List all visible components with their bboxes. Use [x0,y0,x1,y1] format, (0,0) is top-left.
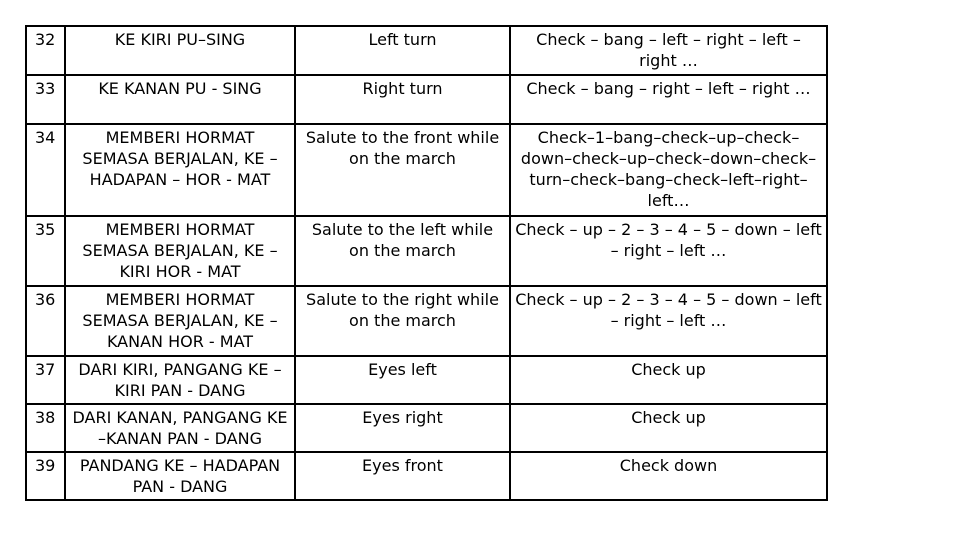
malay-command: MEMBERI HORMAT SEMASA BERJALAN, KE – KIRI HOR - MAT [65,216,295,286]
malay-command: MEMBERI HORMAT SEMASA BERJALAN, KE – HADAPAN – HOR - MAT [65,124,295,216]
row-number: 38 [26,404,65,452]
timing-call: Check – bang – right – left – right … [510,75,827,124]
timing-call: Check – up – 2 – 3 – 4 – 5 – down – left – right – left … [510,216,827,286]
table-row [26,26,827,75]
malay-command: KE KANAN PU - SING [65,75,295,124]
english-command: Left turn [295,26,510,75]
timing-call: Check – up – 2 – 3 – 4 – 5 – down – left – right – left … [510,286,827,356]
row-number: 32 [26,26,65,75]
english-command: Eyes front [295,452,510,500]
table-row [26,452,827,500]
row-number: 35 [26,216,65,286]
malay-command: DARI KANAN, PANGANG KE –KANAN PAN - DANG [65,404,295,452]
timing-call: Check–1–bang–check–up–check–down–check–up–check–down–check–turn–check–bang–check–left–right–left… [510,124,827,216]
timing-call: Check up [510,404,827,452]
row-number: 33 [26,75,65,124]
malay-command: KE KIRI PU–SING [65,26,295,75]
row-number: 34 [26,124,65,216]
english-command: Eyes left [295,356,510,404]
table-row [26,216,827,286]
table-row [26,286,827,356]
table-row [26,404,827,452]
timing-call: Check – bang – left – right – left – right … [510,26,827,75]
english-command: Salute to the right while on the march [295,286,510,356]
table-row [26,124,827,216]
english-command: Right turn [295,75,510,124]
english-command: Eyes right [295,404,510,452]
timing-call: Check down [510,452,827,500]
row-number: 39 [26,452,65,500]
english-command: Salute to the front while on the march [295,124,510,216]
malay-command: MEMBERI HORMAT SEMASA BERJALAN, KE – KANAN HOR - MAT [65,286,295,356]
timing-call: Check up [510,356,827,404]
table-row [26,75,827,124]
row-number: 36 [26,286,65,356]
drill-command-table [25,25,828,501]
malay-command: DARI KIRI, PANGANG KE – KIRI PAN - DANG [65,356,295,404]
table-row [26,356,827,404]
malay-command: PANDANG KE – HADAPAN PAN - DANG [65,452,295,500]
row-number: 37 [26,356,65,404]
english-command: Salute to the left while on the march [295,216,510,286]
